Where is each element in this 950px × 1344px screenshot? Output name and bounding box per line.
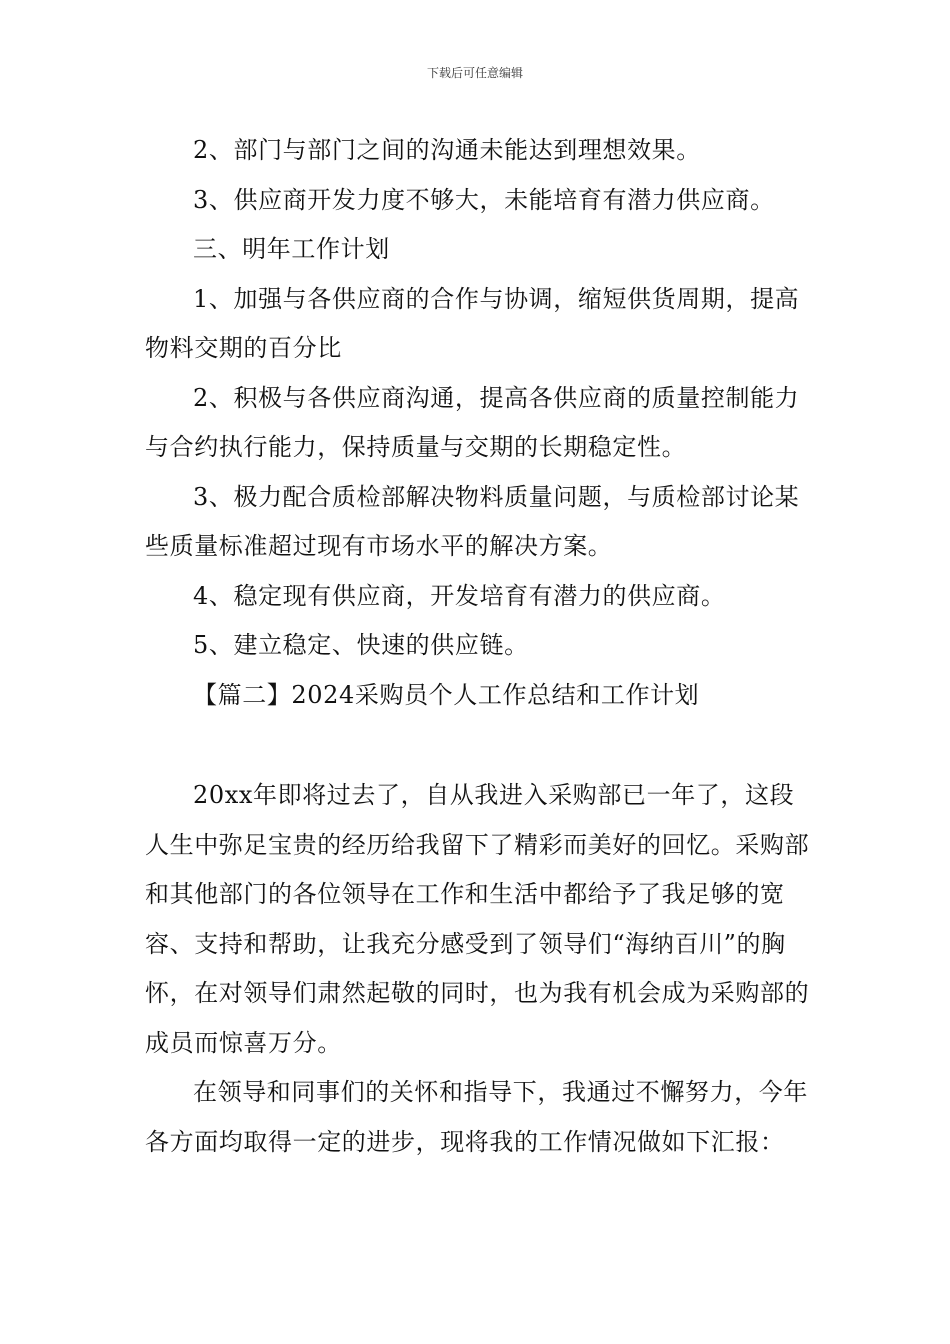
- document-body: [145, 126, 810, 1167]
- section-heading-next-year-plan: 三、明年工作计划: [193, 235, 390, 263]
- paragraph-plan-2: 2、积极与各供应商沟通，提高各供应商的质量控制能力与合约执行能力，保持质量与交期的长期稳定性。: [145, 383, 800, 461]
- paragraph-report-lead: 在领导和同事们的关怀和指导下，我通过不懈努力，今年各方面均取得一定的进步，现将我的工作情况做如下汇报：: [145, 1078, 808, 1156]
- paragraph-plan-5: 5、建立稳定、快速的供应链。: [193, 631, 529, 659]
- paragraph-issue-3: 3、供应商开发力度不够大，未能培育有潜力供应商。: [193, 185, 775, 214]
- page-header-note: 下载后可任意编辑: [426, 66, 523, 80]
- article-title-part-two: 【篇二】2024采购员个人工作总结和工作计划: [193, 680, 700, 709]
- paragraph-plan-4: 4、稳定现有供应商，开发培育有潜力的供应商。: [193, 581, 726, 610]
- paragraph-issue-2: 2、部门与部门之间的沟通未能达到理想效果。: [193, 136, 701, 164]
- paragraph-plan-1: 1、加强与各供应商的合作与协调，缩短供货周期，提高物料交期的百分比: [145, 284, 800, 362]
- paragraph-intro: 20xx年即将过去了，自从我进入采购部已一年了，这段人生中弥足宝贵的经历给我留下了精彩而美好的回忆。采购部和其他部门的各位领导在工作和生活中都给予了我足够的宽容、支持和帮助，让我充分感受到了领导们“海纳百川”的胸怀，在对领导们肃然起敬的同时，也为我有机会成为采购部的成员而惊喜万分。: [145, 781, 810, 1057]
- paragraph-plan-3: 3、极力配合质检部解决物料质量问题，与质检部讨论某些质量标准超过现有市场水平的解决方案。: [145, 482, 800, 560]
- blank-line: [145, 720, 810, 771]
